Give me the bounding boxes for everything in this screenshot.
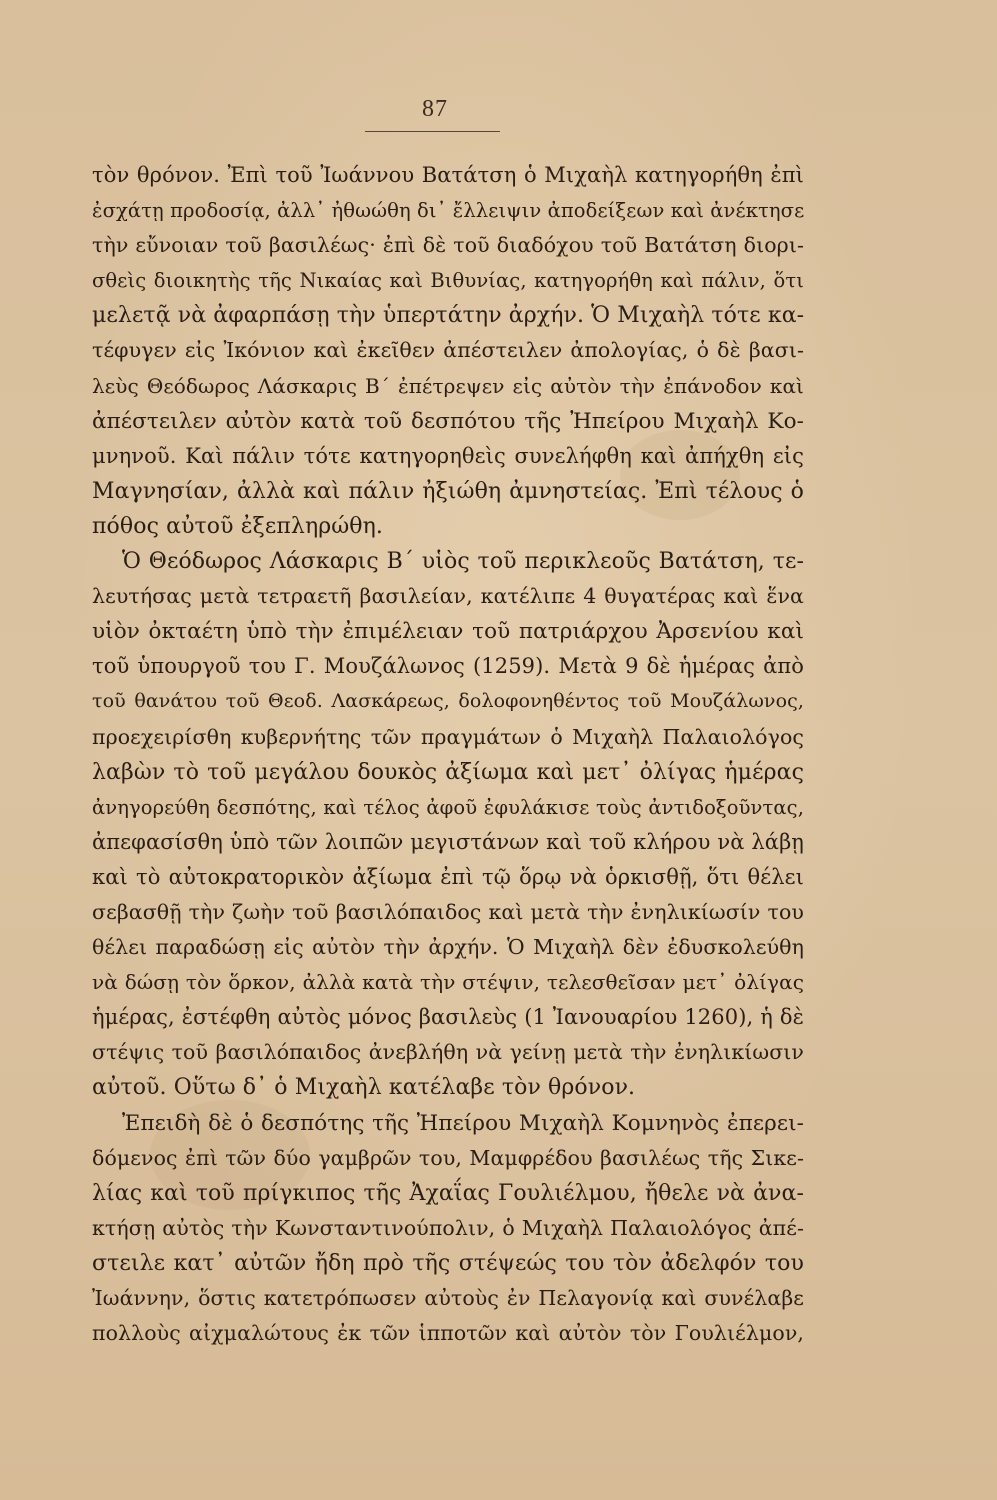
text-line: αὐτοῦ. Οὕτω δ᾽ ὁ Μιχαὴλ κατέλαβε τὸν θρόνον. bbox=[92, 1075, 636, 1101]
text-line: ἀπεφασίσθη ὑπὸ τῶν λοιπῶν μεγιστάνων καὶ τοῦ κλήρου νὰ λάβῃ bbox=[92, 829, 804, 854]
text-line: πόθος αὐτοῦ ἐξεπληρώθη. bbox=[92, 513, 384, 539]
text-line: λίας καὶ τοῦ πρίγκιπος τῆς Ἀχαΐας Γουλιέλμου, ἤθελε νὰ ἀνα- bbox=[92, 1180, 804, 1206]
text-line: ἡμέρας, ἐστέφθη αὐτὸς μόνος βασιλεὺς (1 Ἰανουαρίου 1260), ἡ δὲ bbox=[92, 1005, 804, 1030]
text-line: καὶ τὸ αὐτοκρατορικὸν ἀξίωμα ἐπὶ τῷ ὅρῳ νὰ ὁρκισθῇ, ὅτι θέλει bbox=[92, 864, 804, 889]
text-line: τοῦ ὑπουργοῦ του Γ. Μουζάλωνος (1259). Μετὰ 9 δὲ ἡμέρας ἀπὸ bbox=[92, 654, 804, 679]
text-line: υἱὸν ὀκταέτη ὑπὸ τὴν ἐπιμέλειαν τοῦ πατριάρχου Ἀρσενίου καὶ bbox=[92, 619, 804, 645]
text-line: τοῦ θανάτου τοῦ Θεοδ. Λασκάρεως, δολοφονηθέντος τοῦ Μουζάλωνος, bbox=[92, 690, 804, 713]
text-line: ἐσχάτῃ προδοσίᾳ, ἀλλ᾽ ἠθωώθη δι᾽ ἔλλειψιν ἀποδείξεων καὶ ἀνέκτησε bbox=[92, 199, 804, 223]
text-line: λεὺς Θεόδωρος Λάσκαρις Β´ ἐπέτρεψεν εἰς αὐτὸν τὴν ἐπάνοδον καὶ bbox=[92, 373, 804, 398]
text-line: προεχειρίσθη κυβερνήτης τῶν πραγμάτων ὁ Μιχαὴλ Παλαιολόγος bbox=[92, 724, 804, 749]
body-text bbox=[92, 158, 804, 1351]
text-line: μελετᾷ νὰ ἀφαρπάσῃ τὴν ὑπερτάτην ἀρχήν. Ὁ Μιχαὴλ τότε κα- bbox=[92, 303, 804, 329]
text-line: στειλε κατ᾽ αὐτῶν ἤδη πρὸ τῆς στέψεώς του τὸν ἀδελφόν του bbox=[92, 1250, 804, 1276]
text-line: δόμενος ἐπὶ τῶν δύο γαμβρῶν του, Μαμφρέδου βασιλέως τῆς Σικε- bbox=[92, 1145, 804, 1170]
text-line: πολλοὺς αἰχμαλώτους ἐκ τῶν ἱπποτῶν καὶ αὐτὸν τὸν Γουλιέλμον, bbox=[92, 1321, 804, 1346]
page-number: 87 bbox=[422, 96, 448, 122]
text-line: στέψις τοῦ βασιλόπαιδος ἀνεβλήθη νὰ γείνῃ μετὰ τὴν ἐνηλικίωσιν bbox=[92, 1040, 804, 1065]
text-line: Ἰωάννην, ὅστις κατετρόπωσεν αὐτοὺς ἐν Πελαγονίᾳ καὶ συνέλαβε bbox=[92, 1286, 804, 1310]
text-line: θέλει παραδώσῃ εἰς αὐτὸν τὴν ἀρχήν. Ὁ Μιχαὴλ δὲν ἐδυσκολεύθη bbox=[92, 935, 804, 960]
text-line: Ἐπειδὴ δὲ ὁ δεσπότης τῆς Ἠπείρου Μιχαὴλ Κομνηνὸς ἐπερει- bbox=[122, 1110, 804, 1136]
text-line: Μαγνησίαν, ἀλλὰ καὶ πάλιν ἠξιώθη ἀμνηστείας. Ἐπὶ τέλους ὁ bbox=[92, 478, 804, 504]
text-line: μνηνοῦ. Καὶ πάλιν τότε κατηγορηθεὶς συνελήφθη καὶ ἀπήχθη εἰς bbox=[92, 443, 804, 468]
text-line: λευτήσας μετὰ τετραετῆ βασιλείαν, κατέλιπε 4 θυγατέρας καὶ ἕνα bbox=[92, 584, 804, 609]
text-line: τέφυγεν εἰς Ἰκόνιον καὶ ἐκεῖθεν ἀπέστειλεν ἀπολογίας, ὁ δὲ βασι- bbox=[92, 338, 804, 363]
text-line: Ὁ Θεόδωρος Λάσκαρις Β´ υἱὸς τοῦ περικλεοῦς Βατάτση, τε- bbox=[122, 549, 804, 575]
text-line: τὸν θρόνον. Ἐπὶ τοῦ Ἰωάννου Βατάτση ὁ Μιχαὴλ κατηγορήθη ἐπὶ bbox=[92, 163, 804, 187]
text-line: λαβὼν τὸ τοῦ μεγάλου δουκὸς ἀξίωμα καὶ μετ᾽ ὀλίγας ἡμέρας bbox=[92, 759, 804, 785]
text-line: ἀνηγορεύθη δεσπότης, καὶ τέλος ἀφοῦ ἐφυλάκισε τοὺς ἀντιδοξοῦντας, bbox=[92, 795, 804, 819]
text-line: σθεὶς διοικητὴς τῆς Νικαίας καὶ Βιθυνίας, κατηγορήθη καὶ πάλιν, ὅτι bbox=[92, 269, 804, 293]
text-line: νὰ δώσῃ τὸν ὅρκον, ἀλλὰ κατὰ τὴν στέψιν, τελεσθεῖσαν μετ᾽ ὀλίγας bbox=[92, 970, 804, 995]
text-line: τὴν εὔνοιαν τοῦ βασιλέως· ἐπὶ δὲ τοῦ διαδόχου τοῦ Βατάτση διορι- bbox=[92, 233, 804, 258]
text-line: κτήσῃ αὐτὸς τὴν Κωνσταντινούπολιν, ὁ Μιχαὴλ Παλαιολόγος ἀπέ- bbox=[92, 1215, 804, 1240]
text-line: σεβασθῇ τὴν ζωὴν τοῦ βασιλόπαιδος καὶ μετὰ τὴν ἐνηλικίωσίν του bbox=[92, 899, 804, 924]
page-number-rule bbox=[365, 131, 500, 132]
text-line: ἀπέστειλεν αὐτὸν κατὰ τοῦ δεσπότου τῆς Ἠπείρου Μιχαὴλ Κο- bbox=[92, 408, 804, 434]
